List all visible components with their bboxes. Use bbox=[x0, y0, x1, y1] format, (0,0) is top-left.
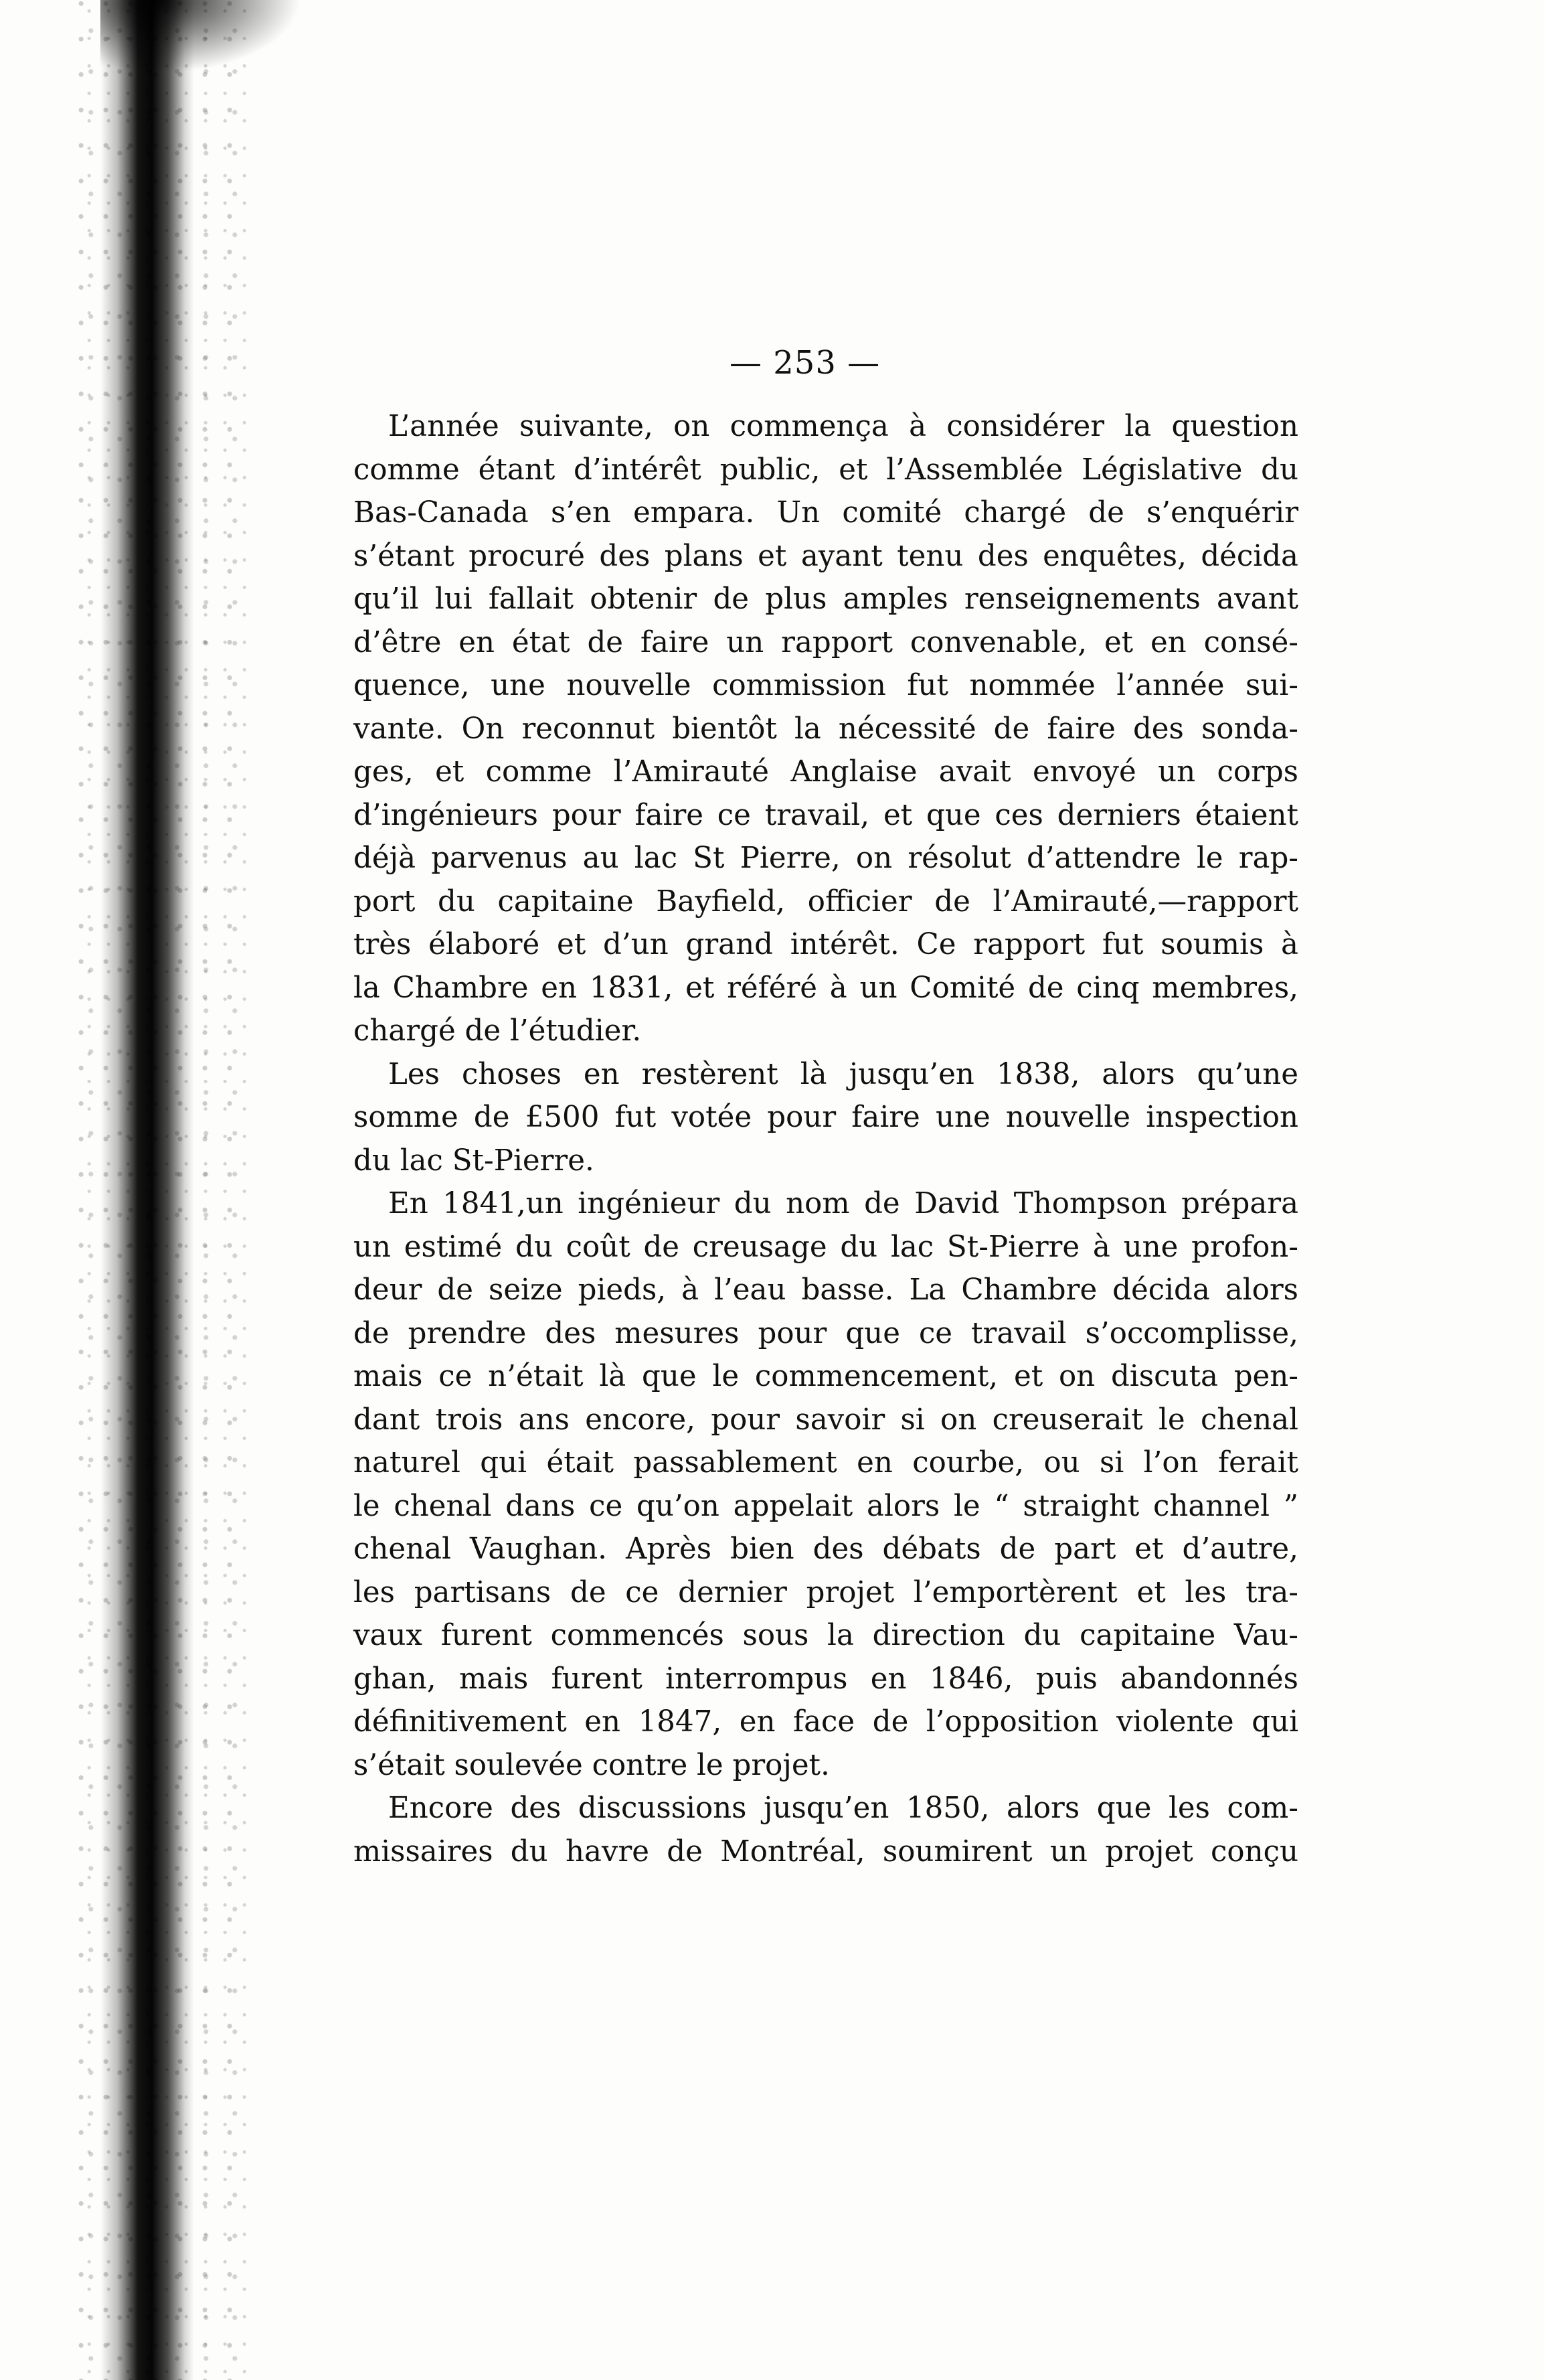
text-line: du lac St-Pierre. bbox=[353, 1143, 594, 1178]
paragraph bbox=[353, 405, 1298, 1053]
text-line: vaux furent commencés sous la direction du capitaine Vau- bbox=[353, 1619, 1298, 1652]
text-line: naturel qui était passablement en courbe, ou si l’on ferait bbox=[353, 1446, 1298, 1480]
text-line: chargé de l’étudier. bbox=[353, 1014, 642, 1048]
text-line: s’était soulevée contre le projet. bbox=[353, 1748, 830, 1782]
text-line: ges, et comme l’Amirauté Anglaise avait envoyé un corps bbox=[353, 755, 1298, 789]
text-line: missaires du havre de Montréal, soumirent un projet conçu bbox=[353, 1834, 1298, 1869]
text-line: déjà parvenus au lac St Pierre, on résolut d’attendre le rap- bbox=[353, 842, 1298, 875]
text-line: somme de £500 fut votée pour faire une nouvelle inspection bbox=[353, 1101, 1298, 1134]
text-line: Bas-Canada s’en empara. Un comité chargé de s’enquérir bbox=[353, 496, 1298, 530]
text-line: un estimé du coût de creusage du lac St-Pierre à une profon- bbox=[353, 1230, 1298, 1264]
body-text bbox=[353, 405, 1298, 1873]
text-line: définitivement en 1847, en face de l’opposition violente qui bbox=[353, 1705, 1298, 1739]
text-line: d’ingénieurs pour faire ce travail, et que ces derniers étaient bbox=[353, 798, 1298, 832]
page-number: — 253 — bbox=[730, 344, 881, 382]
text-line: qu’il lui fallait obtenir de plus amples renseignements avant bbox=[353, 582, 1298, 616]
text-line: Encore des discussions jusqu’en 1850, alors que les com- bbox=[388, 1792, 1298, 1825]
text-line: chenal Vaughan. Après bien des débats de part et d’autre, bbox=[353, 1532, 1298, 1566]
text-line: s’étant procuré des plans et ayant tenu des enquêtes, décida bbox=[353, 539, 1298, 573]
text-line: la Chambre en 1831, et référé à un Comité de cinq membres, bbox=[353, 971, 1298, 1005]
paragraph bbox=[353, 1787, 1298, 1873]
text-line: dant trois ans encore, pour savoir si on creuserait le chenal bbox=[353, 1403, 1298, 1437]
paragraph bbox=[353, 1182, 1298, 1787]
text-line: d’être en état de faire un rapport convenable, et en consé- bbox=[353, 625, 1298, 659]
text-line: vante. On reconnut bientôt la nécessité de faire des sonda- bbox=[353, 712, 1298, 746]
paragraph bbox=[353, 1053, 1298, 1183]
text-line: deur de seize pieds, à l’eau basse. La Chambre décida alors bbox=[353, 1273, 1298, 1307]
text-line: ghan, mais furent interrompus en 1846, puis abandonnés bbox=[353, 1662, 1298, 1696]
text-line: de prendre des mesures pour que ce travail s’occomplisse, bbox=[353, 1316, 1298, 1350]
text-line: le chenal dans ce qu’on appelait alors le “ straight channel ” bbox=[353, 1489, 1298, 1523]
text-line: très élaboré et d’un grand intérêt. Ce rapport fut soumis à bbox=[353, 928, 1298, 961]
scan-speckle bbox=[74, 0, 248, 2380]
text-line: Les choses en restèrent là jusqu’en 1838, alors qu’une bbox=[388, 1057, 1298, 1091]
page-corner-shadow bbox=[100, 0, 301, 74]
text-line: L’année suivante, on commença à considérer la question bbox=[388, 410, 1298, 443]
text-line: quence, une nouvelle commission fut nommée l’année sui- bbox=[353, 669, 1298, 702]
text-line: les partisans de ce dernier projet l’emportèrent et les tra- bbox=[353, 1575, 1298, 1609]
text-line: port du capitaine Bayfield, officier de l’Amirauté,—rapport bbox=[353, 884, 1298, 919]
text-line: mais ce n’était là que le commencement, et on discuta pen- bbox=[353, 1360, 1298, 1393]
text-line: En 1841,un ingénieur du nom de David Thompson prépara bbox=[388, 1187, 1298, 1220]
text-line: comme étant d’intérêt public, et l’Assemblée Législative du bbox=[353, 453, 1298, 487]
